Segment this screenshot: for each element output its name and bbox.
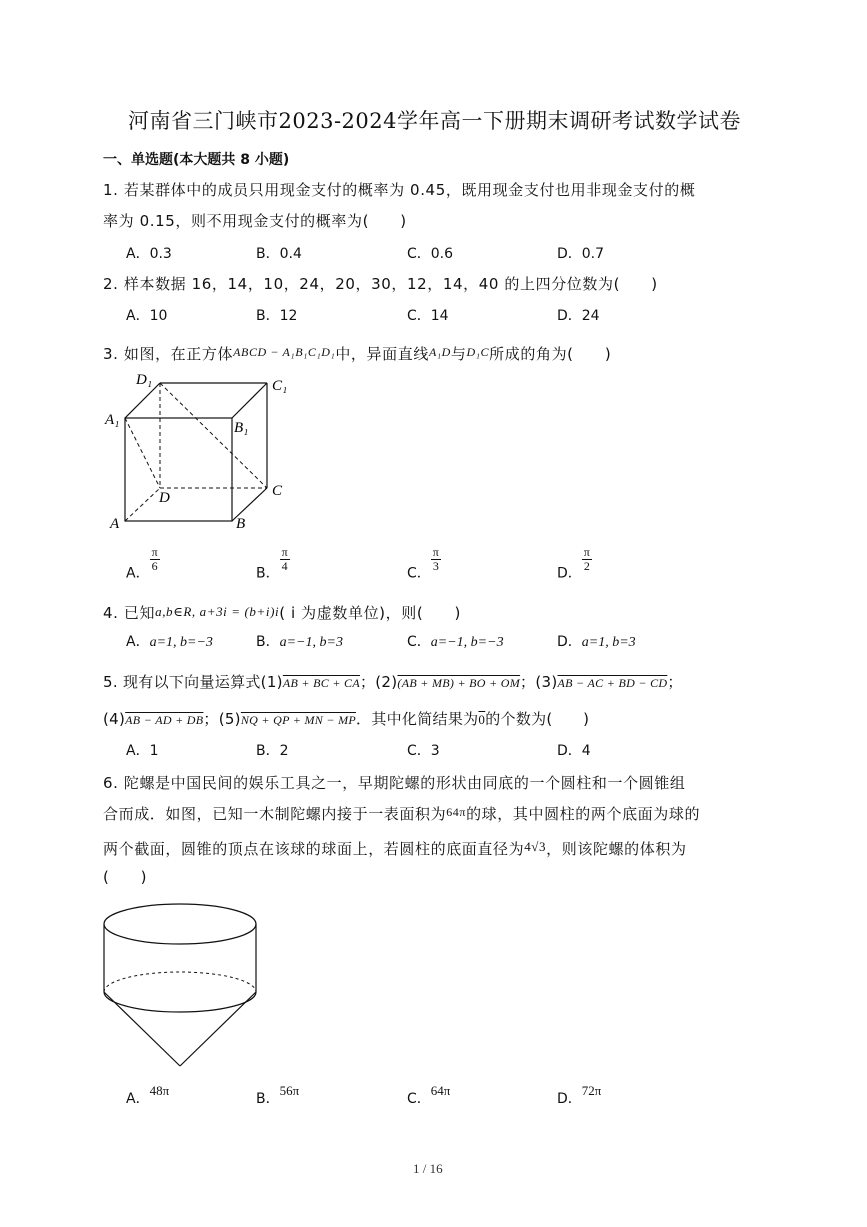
vector-expr-3: AB − AC + BD − CD: [557, 676, 668, 690]
equation: a,b∈R, a+3i = (b+i)i: [155, 604, 280, 619]
zero-vector: 0: [478, 712, 486, 727]
vector-expr-5: NQ + QP + MN − MP: [240, 713, 357, 727]
label-b: B: [236, 516, 246, 532]
option-a: A．a=1, b=−3: [126, 634, 213, 650]
stem-text: 5. 现有以下向量运算式(1): [103, 673, 283, 691]
option-d: D．72π: [557, 1083, 602, 1107]
sphere-area: 64π: [446, 805, 467, 819]
option-d: D．24: [557, 308, 600, 324]
option-c: C． $\frac{\pi}{3}$: [407, 545, 439, 582]
label-c1: C₁: [272, 378, 288, 394]
cube-name: ABCD − A₁B₁C₁D₁: [233, 345, 336, 359]
option-a: A．1: [126, 743, 159, 759]
vector-expr-4: AB − AD + DB: [125, 713, 204, 727]
line-d1c: D₁C: [466, 345, 490, 359]
option-b: B．0.4: [256, 246, 302, 262]
stem-text: 中，异面直线: [335, 345, 429, 363]
option-c: C．0.6: [407, 246, 454, 262]
label-a: A: [110, 516, 120, 532]
stem-text: 与: [450, 345, 467, 363]
option-b: B．a=−1, b=3: [256, 634, 343, 650]
option-a: A． $\frac{\pi}{6}$: [126, 545, 158, 582]
option-c: C．14: [407, 308, 449, 324]
option-a: A．48π: [126, 1083, 170, 1107]
vector-expr-2: (AB + MB) + BO + OM: [397, 676, 521, 690]
stem-text: ( i 为虚数单位)，则( ): [279, 604, 461, 622]
question-1-line-1: 1. 若某群体中的成员只用现金支付的概率为 0.45，既用现金支付也用非现金支付的概: [103, 181, 696, 199]
cube-figure: [100, 368, 300, 533]
stem-text: 所成的角为( ): [489, 345, 612, 363]
option-d: D．a=1, b=3: [557, 634, 636, 650]
stem-text: 3. 如图，在正方体: [103, 345, 234, 363]
option-b: B．56π: [256, 1083, 300, 1107]
section-heading: 一、单选题(本大题共 8 小题): [103, 152, 290, 168]
option-a: A．10: [126, 308, 168, 324]
page-title: 河南省三门峡市2023-2024学年高一下册期末调研考试数学试卷: [128, 109, 741, 133]
question-1-line-2: 率为 0.15，则不用现金支付的概率为( ): [103, 212, 407, 230]
label-b1: B₁: [234, 420, 249, 436]
option-d: D． $\frac{\pi}{2}$: [557, 545, 590, 582]
question-3-stem: [103, 343, 611, 364]
option-b: B． $\frac{\pi}{4}$: [256, 545, 288, 582]
question-4-stem: [103, 602, 461, 623]
option-a: A．0.3: [126, 246, 172, 262]
question-5-line-2: (4)AB − AD + DB；(5)NQ + QP + MN − MP．其中化简结果为0的个数为( ): [103, 710, 590, 728]
option-d: D．4: [557, 743, 591, 759]
question-2-line-1: 2. 样本数据 16，14，10，24，20，30，12，14，40 的上四分位数为( ): [103, 275, 658, 293]
option-b: B．12: [256, 308, 298, 324]
question-6-line-3: 两个截面，圆锥的顶点在该球的球面上，若圆柱的底面直径为4√3，则该陀螺的体积为: [103, 839, 687, 858]
option-c: C．64π: [407, 1083, 451, 1107]
label-d1: D₁: [136, 372, 153, 388]
spinning-top-figure: [100, 902, 262, 1070]
option-c: C．a=−1, b=−3: [407, 634, 504, 650]
page-number: 1 / 16: [413, 1161, 443, 1176]
question-6-line-4: ( ): [103, 868, 148, 886]
question-5-line-1: 5. 现有以下向量运算式(1)AB + BC + CA；(2)(AB + MB) + BO + OM；(3)AB − AC + BD − CD；: [103, 673, 683, 691]
label-a1: A₁: [105, 412, 120, 428]
option-c: C．3: [407, 743, 440, 759]
line-a1d: A₁D: [428, 345, 451, 359]
label-c: C: [272, 483, 283, 499]
question-6-line-1: 6. 陀螺是中国民间的娱乐工具之一，早期陀螺的形状由同底的一个圆柱和一个圆锥组: [103, 774, 686, 792]
question-6-line-2: 合而成．如图，已知一木制陀螺内接于一表面积为$^{64\pi}$的球，其中圆柱的两个底面为球的: [103, 805, 701, 823]
stem-text: 4. 已知: [103, 604, 156, 622]
label-d: D: [159, 490, 170, 506]
cylinder-diameter: 4√3: [524, 839, 547, 854]
vector-expr-1: AB + BC + CA: [282, 676, 360, 690]
option-d: D．0.7: [557, 246, 605, 262]
option-b: B．2: [256, 743, 289, 759]
